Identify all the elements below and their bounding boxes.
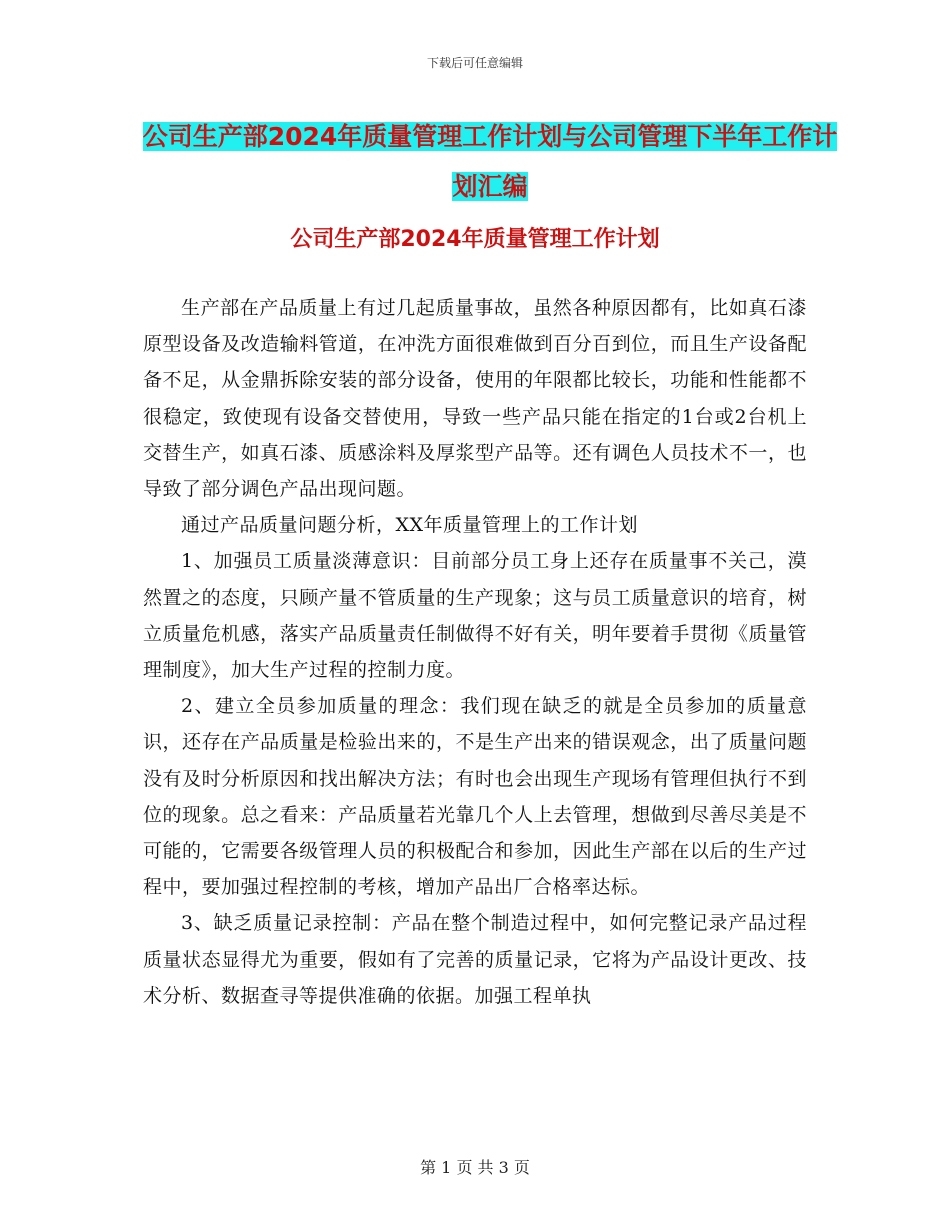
document-title-text: 公司生产部2024年质量管理工作计划与公司管理下半年工作计划汇编	[142, 122, 838, 201]
document-title	[140, 112, 840, 212]
page-footer: 第 1 页 共 3 页	[420, 1158, 530, 1177]
paragraph-item-2: 2、建立全员参加质量的理念：我们现在缺乏的就是全员参加的质量意识，还存在产品质量是检验出来的，不是生产出来的错误观念，出了质量问题没有及时分析原因和找出解决方法；有时也会出现生产现场有管理但执行不到位的现象。总之看来：产品质量若光靠几个人上去管理，想做到尽善尽美是不可能的，它需要各级管理人员的积极配合和参加，因此生产部在以后的生产过程中，要加强过程控制的考核，增加产品出厂合格率达标。	[143, 695, 807, 899]
paragraph-analysis: 通过产品质量问题分析，XX年质量管理上的工作计划	[181, 514, 639, 537]
paragraph-item-1: 1、加强员工质量淡薄意识：目前部分员工身上还存在质量事不关己，漠然置之的态度，只顾产量不管质量的生产现象；这与员工质量意识的培育，树立质量危机感，落实产品质量责任制做得不好有关，明年要着手贯彻《质量管理制度》，加大生产过程的控制力度。	[143, 550, 807, 682]
paragraph-item-3: 3、缺乏质量记录控制：产品在整个制造过程中，如何完整记录产品过程质量状态显得尤为重要，假如有了完善的质量记录，它将为产品设计更改、技术分析、数据查寻等提供准确的依据。加强工程单执	[143, 912, 807, 1007]
document-body	[143, 290, 807, 1014]
paragraph-intro: 生产部在产品质量上有过几起质量事故，虽然各种原因都有，比如真石漆原型设备及改造输料管道，在冲洗方面很难做到百分百到位，而且生产设备配备不足，从金鼎拆除安装的部分设备，使用的年限都比较长，功能和性能都不很稳定，致使现有设备交替使用，导致一些产品只能在指定的1台或2台机上交替生产，如真石漆、质感涂料及厚浆型产品等。还有调色人员技术不一，也导致了部分调色产品出现问题。	[143, 297, 807, 501]
section-title: 公司生产部2024年质量管理工作计划	[290, 227, 660, 252]
page-header: 下载后可任意编辑	[426, 56, 523, 70]
